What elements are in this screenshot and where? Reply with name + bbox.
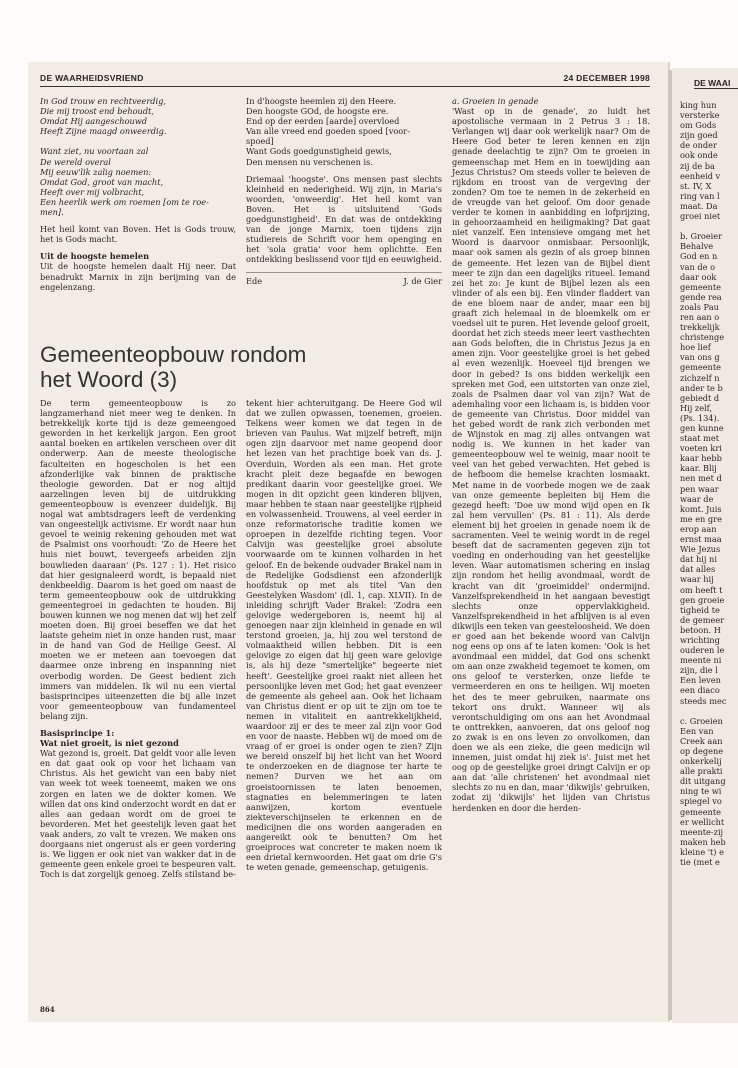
next-page-line: eenheid v	[680, 170, 721, 181]
next-page-line: meente ni	[680, 655, 722, 666]
next-page-line: om Gods	[680, 120, 717, 131]
next-page-line: versterke	[680, 110, 720, 121]
intro-text: Het heil komt van Boven. Het is Gods trouw, het is Gods macht.	[40, 224, 236, 245]
poem-line	[40, 136, 236, 146]
next-page-line: spiegel vo	[680, 796, 722, 807]
article-col1-text: De term gemeenteopbouw is zo langzamerhand niet meer weg te denken. In betrekkelijk korte tijd is deze gemeengoed geworden in het kerkelijk jargon. Een groot aantal boeken en artikelen verscheen over dit onderwerp. Aan de meeste theologische faculteiten en hogescholen is het een afzonderlijke vak binnen de praktische theologie geworden. Dat er nog altijd aarzelingen leven bij de uitdrukking gemeenteopbouw is evenzeer duidelijk. Bij nogal wat ambtsdragers leeft de verdenking van ongeestelijk activisme. Er wordt naar hun gevoel te weinig rekening gehouden met wat de Psalmist ons voorhoudt: 'Zo de Heere het huis niet bouwt, tevergeefs arbeiden zijn bouwlieden daaraan' (Ps. 127 : 1). Het risico dat hier gesignaleerd wordt, is bepaald niet denkbeeldig. Daarom is het goed om naast de term gemeenteopbouw ook de uitdrukking gemeentegroei in gedachten te houden. Bij bouwen kunnen we nog menen dat wij het zelf moeten doen. Bij groei beseffen we dat het laatste geheim niet in onze handen rust, maar in de hand van God de Heilige Geest. Al moeten we er meteen aan toevoegen dat daarmee onze inbreng en inspanning niet overbodig worden. De Geest bedient zich immers van middelen. Ik wil nu een viertal basisprincipes uiteenzetten die bij alle inzet voor gemeenteopbouw van fundamenteel belang zijn.	[40, 398, 236, 721]
signature-line	[246, 272, 442, 286]
next-page-line: waar de	[680, 493, 714, 504]
next-page-line: trekkelijk	[680, 322, 720, 333]
next-page-line: gebiedt d	[680, 392, 720, 403]
article-subheading-2: Wat niet groeit, is niet gezond	[40, 738, 179, 749]
next-page-line: gemeente	[680, 281, 721, 292]
middle-paragraph: Driemaal 'hoogste'. Ons mensen past slechts kleinheid en nederigheid. Wij zijn, in Maria's woorden, 'onweerdig'. Het heil komt van Boven. Het is uitsluitend 'Gods goedgunstigheid'. En dat was de ontdekking van de jonge Marnix, toen tijdens zijn studiereis de Schrift voor hem openging en het 'sola gratia' voor hem oplichtte. Een ontdekking beslissend voor tijd en eeuwigheid.	[246, 173, 442, 265]
next-page-line: pen waar	[680, 483, 719, 494]
next-page-line: de gemeer	[680, 614, 725, 625]
next-page-line: zij de ba	[680, 160, 715, 171]
next-page-edge	[672, 68, 738, 1023]
next-page-line: nen met d	[680, 473, 722, 484]
next-page-line: king hun	[680, 100, 717, 110]
next-page-line: maat. Da	[680, 200, 718, 211]
next-page-line: ouderen le	[680, 645, 725, 656]
article-col3-subheading: a. Groeien in genade	[452, 96, 539, 106]
article-col1-end-text: Wat gezond is, groeit. Dat geldt voor alle leven en dat gaat ook op voor het lichaam van Christus. Als het gewicht van een baby niet van week tot week toeneemt, maken we ons zorgen en laten we de dokter komen. We willen dat ons kind onderzocht wordt en dat er alles aan gedaan wordt om de groei te bevorderen. Met het geestelijk leven gaat het vaak anders, zo valt te vrezen. We maken ons doorgaans niet ongerust als er geen vordering is. We liggen er ook niet van wakker dat in de gemeente geen enkele groei te bespeuren valt. Toch is dat zorgelijk genoeg. Zelfs stilstand be-	[40, 748, 236, 880]
signature-place: Ede	[246, 275, 263, 286]
article-title: Gemeenteopbouw rondom het Woord (3)	[40, 342, 307, 392]
poem-middle	[246, 96, 442, 167]
next-page-line: ook onde	[680, 150, 718, 161]
next-page-line: om heeft t	[680, 584, 723, 595]
next-page-line: tigheid te	[680, 604, 720, 615]
poem-line: Heeft Zijne maagd onweerdig.	[40, 126, 167, 137]
next-page-line: onkerkelij	[680, 756, 722, 767]
next-page-line: gende rea	[680, 291, 722, 302]
next-page-line: ander te b	[680, 382, 723, 393]
poem-line: Omdat Hij aangeschouwd	[40, 116, 148, 127]
next-page-line: waar hij	[680, 574, 714, 585]
top-middle-column	[246, 96, 442, 286]
poem-line: Die mij troost end behoudt,	[40, 106, 154, 117]
next-page-line: hoe lief	[680, 342, 711, 353]
next-page-line: gen kunne	[680, 423, 724, 433]
next-page-line: ning te wi	[680, 786, 722, 797]
poem-line: In God trouw en rechtveerdig,	[40, 96, 167, 106]
poem-line: Want ziet, nu voortaan zal	[40, 146, 149, 157]
next-page-line: st. IV, X	[680, 180, 712, 191]
poem-left	[40, 96, 236, 217]
next-page-line: Creek aan	[680, 735, 723, 746]
next-page-line: c. Groeien	[680, 715, 723, 726]
next-page-line: Wie Jezus	[680, 544, 721, 555]
poem-line: men].	[40, 207, 64, 218]
next-page-line: maken heb	[680, 836, 726, 847]
next-page-line: Hij zelf,	[680, 402, 713, 413]
next-page-line: groei niet	[680, 211, 721, 222]
next-page-line: Een van	[680, 725, 714, 736]
next-page-line: Behalve	[680, 241, 714, 252]
poem-line: Een heerlik werk om roemen [om te roe-	[40, 196, 209, 207]
page-number: 864	[40, 1005, 55, 1014]
next-page-line: voeten kri	[680, 443, 722, 454]
next-page-line: b. Groeier	[680, 231, 723, 242]
poem-line: End op der eerden [aarde] overvloed	[246, 116, 400, 127]
issue-date: 24 DECEMBER 1998	[563, 73, 650, 83]
next-page-line: ernst maa	[680, 534, 722, 545]
poem-line: Omdat God, groot van macht,	[40, 176, 164, 187]
signature-author: J. de Gier	[403, 275, 442, 286]
next-page-line: zijn goed	[680, 130, 718, 141]
next-page-line: christenge	[680, 332, 725, 343]
running-header	[40, 72, 650, 87]
next-page-line: me en gre	[680, 513, 722, 524]
article-col3-text: 'Wast op in de genade', zo luidt het apostolische vermaan in 2 Petrus 3 : 18. Verlangen wij daar ook werkelijk naar? Om de Heere God beter te leren kennen en zijn genade deelachtig te zijn? Om te groeien in gemeenschap met Hem en in toewijding aan Jezus Christus? Om steeds voller te beleven de rijkdom en troost van de vergeving der zonden? Om toe te nemen in de zekerheid en de vreugde van het geloof. Om door genade verder te komen in aanbidding en lofprijzing, in gehoorzaamheid en heiligmaking? Dat gaat niet vanzelf. Een intensieve omgang met het Woord is daarvoor onmisbaar. Persoonlijk, maar ook samen als gezin of als groep binnen de gemeente. Het lezen van de Bijbel dient meer te zijn dan een dagelijks ritueel. Iemand zei het zo: Je kunt de Bijbel lezen als een vlinder of als een bij. Een vlinder fladdert van de ene bloem naar de ander, maar een bij graaft zich helemaal in de bloemkelk om er voedsel uit te puren. Het levende geloof groeit, doordat het zich steeds meer leert vasthechten aan Gods beloften, die in Christus Jezus ja en amen zijn. Voor geestelijke groei is het gebed al even wezenlijk. Hoeveel tijd brengen we door in gebed? Is ons bidden werkelijk een spreken met God, een uitstorten van onze ziel, zoals de Psalmen daar vol van zijn? Wat de ademhaling voor een lichaam is, is bidden voor de gemeente van Christus. Door middel van het gebed wordt de rank zich verbonden met de Wijnstok en mag zij alles ontvangen wat nodig is. We kunnen in het kader van gemeenteopbouw wel te weinig, maar nooit te veel van het gebed verwachten. Het gebed is de hefboom die hemelse krachten losmaakt. Met name in de voorbede mogen we de zaak van onze gemeente bepleiten bij Hem die gezegd heeft: 'Doe uw mond wijd open en Ik zal hem vervullen' (Ps. 81 : 11). Als derde element bij het groeien in genade noem ik de sacramenten. Veel te weinig wordt in de regel beseft dat de sacramenten gegeven zijn tot voeding en onderhouding van het geestelijke leven. Waar automatismen schering en inslag zijn rondom het heilig avondmaal, wordt de kracht van dit 'groeimiddel' ondermijnd. Vanzelfsprekendheid in het aangaan bevestigt slechts onze oppervlakkigheid. Vanzelfsprekendheid in het afblijven is al even dikwijls een teken van geesteloosheid. We doen er goed aan het bekende woord van Calvijn nog eens op ons af te laten komen: 'Ook is het avondmaal een middel, dat God ons schenkt om aan onze zwakheid tegemoet te komen, om ons geloof te versterken, onze liefde te vermeerderen en ons te heiligen. Wij moeten het des te meer gebruiken, naarmate ons tekort ons drukt. Wanneer wij als verontschuldiging om ons aan het Avondmaal te onttrekken, aanvoeren, dat ons geloof nog zo zwak is en ons leven zo onvolkomen, dan doen we als een zieke, die geen medicijn wil innemen, juist omdat hij ziek is'. Juist met het oog op de geestelijke groei dringt Calvijn er op aan dat 'alle christenen' het avondmaal niet slechts zo nu en dan, maar 'dikwijls' gebruiken, zodat zij 'dikwijls' het lijden van Christus herdenken en door die herden-	[452, 106, 650, 813]
next-page-line: kaar. Blij	[680, 463, 717, 474]
next-page-line: erop aan	[680, 523, 717, 534]
next-page-line: wrichting	[680, 634, 720, 645]
next-page-line: dit uitgang	[680, 776, 726, 787]
next-page-line: Een leven	[680, 675, 721, 686]
poem-line: spoed]	[246, 136, 274, 147]
next-page-line: zijn, die l	[680, 665, 718, 676]
next-page-line: dat hij ni	[680, 554, 717, 565]
article-subheading-1: Basisprincipe 1:	[40, 728, 115, 738]
next-page-line	[680, 706, 726, 716]
next-page-line: er wellicht	[680, 816, 725, 827]
article-col2-text: tekent hier achteruitgang. De Heere God wil dat we zullen opwassen, toenemen, groeien. Telkens weer komen we dat tegen in de brieven van Paulus. Wat mijzelf betreft, mijn ogen zijn daarvoor met name geopend door het lezen van het prachtige boek van ds. J. Overduin, Worden als een man. Het grote kracht pleit deze begaafde en bewogen predikant daarin voor geestelijke groei. We mogen in dit opzicht geen kinderen blijven, maar hebben te staan naar geestelijke rijpheid en volwassenheid. Trouwens, al veel eerder in onze reformatorische traditie komen we oproepen in dezelfde richting tegen. Voor Calvijn was geestelijke groei absolute voorwaarde om te kunnen volharden in het geloof. En de bekende oudvader Brakel nam in de Redelijke Godsdienst een afzonderlijk hoofdstuk op met als titel 'Van den Geestelyken Wasdom' (dl. 1, cap. XLVII). In de inleiding schrijft Vader Brakel: 'Zodra een gelovige wedergeboren is, neemt hij al genoegen naar zijn kleinheid in genade en wil terstond groeien, ja, hij zou wel terstond de volmaaktheid willen hebben. Dit is een gelovige zo eigen dat hij geen ware gelovige is, als hij deze "smertelijke" begeerte niet heeft'. Geestelijke groei raakt niet alleen het persoonlijke leven met God; het gaat evenzeer de gemeente als geheel aan. Ook het lichaam van Christus dient er op uit te zijn om toe te nemen in vitaliteit en aantrekkelijkheid, waardoor zij er des te meer zal zijn voor God en voor de naaste. Hebben wij de moed om de vraag of er groei is onder ogen te zien? Zijn we bereid onszelf bij het licht van het Woord te onderzoeken en de diagnose ter harte te nemen? Durven we het aan om groeistoornissen te laten benoemen, stagnaties en belemmeringen te laten aanwijzen, kortom eventuele ziekteverschijnselen te erkennen en de medicijnen die ons worden aangeraden en aangereikt ook te benutten? Om het groeiproces wat concreter te maken noem ik een drietal kernwoorden. Het gaat om drie G's te weten genade, gemeenschap, getuigenis.	[246, 398, 442, 873]
top-left-paragraph: Uit de hoogste hemelen daalt Hij neer. Dat benadrukt Marnix in zijn berijming van de engelenzang.	[40, 261, 236, 292]
poem-line: Den mensen nu verschenen is.	[246, 156, 373, 167]
article-column-1	[40, 398, 236, 886]
poem-line: Van alle vreed end goeden spoed [voor-	[246, 126, 410, 137]
poem-line: Heeft over mij volbracht,	[40, 186, 145, 197]
next-page-line: God en n	[680, 251, 718, 262]
poem-line: Den hoogste GOd, de hoogste ere.	[246, 106, 389, 117]
next-page-line: alle prakti	[680, 766, 723, 777]
next-page-line: zoals Pau	[680, 301, 719, 312]
top-left-column	[40, 96, 236, 299]
next-page-line: meente-zij	[680, 826, 724, 837]
next-page-line: tie (met e	[680, 857, 720, 868]
next-page-line: dat alles	[680, 564, 716, 575]
next-page-line: betoon. H	[680, 624, 721, 635]
next-page-line	[680, 221, 726, 231]
article-column-3	[452, 96, 650, 820]
next-page-line: de onder	[680, 140, 717, 151]
magazine-page	[28, 62, 668, 1022]
next-page-line: ren aan o	[680, 311, 720, 322]
next-page-line: een diaco	[680, 685, 720, 696]
next-page-line: gemeente	[680, 806, 721, 817]
next-page-line: staat met	[680, 433, 720, 444]
next-page-line: kleine 't) e	[680, 846, 724, 857]
journal-name: DE WAARHEIDSVRIEND	[40, 73, 144, 83]
next-page-line: steeds mec	[680, 695, 727, 706]
next-page-column	[680, 100, 726, 867]
next-page-line: gemeente	[680, 362, 721, 373]
poem-line: Mij eeuw'lik zalig noemen:	[40, 166, 152, 177]
subheading-hoogste-hemelen: Uit de hoogste hemelen	[40, 251, 150, 262]
next-page-line: van de o	[680, 261, 716, 272]
next-page-line: (Ps. 134).	[680, 412, 720, 423]
next-page-line: van ons g	[680, 352, 720, 363]
next-page-line: komt. Juis	[680, 503, 722, 514]
next-page-line: op degene	[680, 746, 724, 756]
next-page-header: DE WAAI	[694, 78, 738, 89]
poem-line: De wereld overal	[40, 156, 111, 167]
poem-line: Want Gods goedgunstigheid gewis,	[246, 146, 392, 157]
next-page-line: zichzelf n	[680, 372, 720, 383]
next-page-line: ring van l	[680, 190, 720, 201]
next-page-line: kaar hebb	[680, 453, 722, 464]
next-page-line: gen groeie	[680, 594, 725, 605]
poem-line: In d'hoogste heemlen zij den Heere.	[246, 96, 397, 106]
next-page-line: daar ook	[680, 271, 717, 282]
article-column-2	[246, 398, 442, 879]
